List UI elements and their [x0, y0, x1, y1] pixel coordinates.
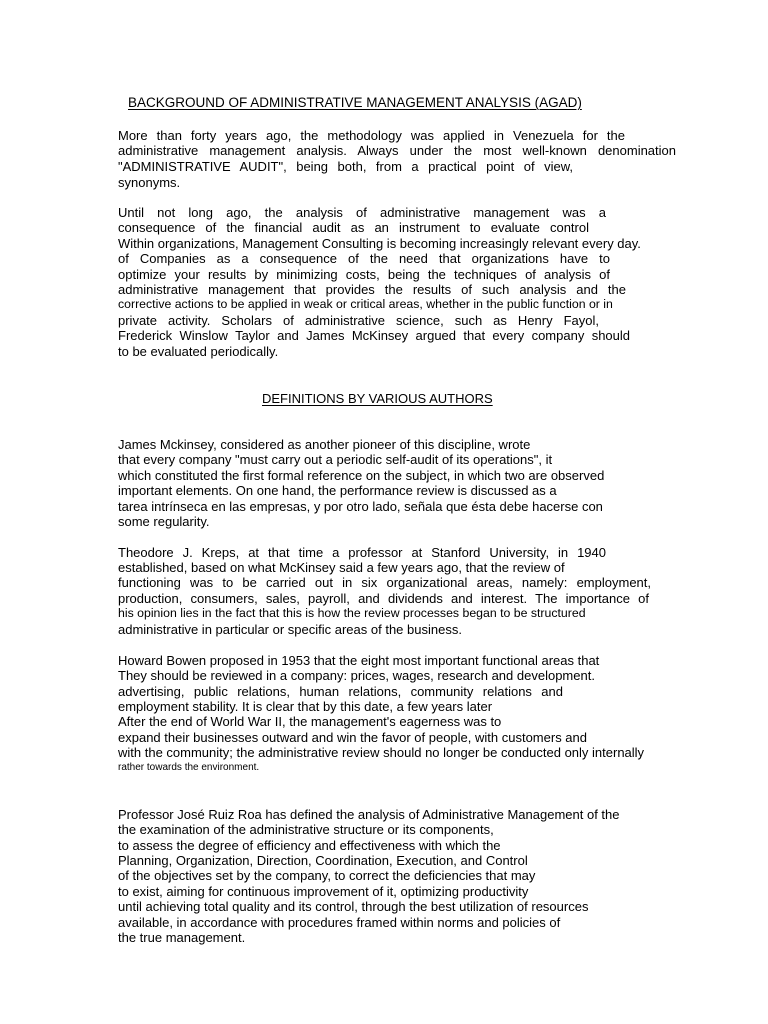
paragraph-4-line-2: established, based on what McKinsey said a few years ago, that the review of — [118, 560, 565, 575]
paragraph-2-line-1: Until not long ago, the analysis of administrative management was a — [118, 205, 606, 220]
paragraph-1-line-4: synonyms. — [118, 175, 181, 190]
paragraph-2-line-4: of Companies as a consequence of the need that organizations have to — [118, 251, 610, 266]
paragraph-6-line-8: available, in accordance with procedures framed within norms and policies of — [118, 915, 561, 930]
paragraph-5-line-4: employment stability. It is clear that by this date, a few years later — [118, 699, 493, 714]
paragraph-3-line-5: tarea intrínseca en las empresas, y por otro lado, señala que ésta debe hacerse con — [118, 499, 603, 514]
paragraph-3-line-3: which constituted the first formal reference on the subject, in which two are observed — [118, 468, 605, 483]
paragraph-5-line-6: expand their businesses outward and win the favor of people, with customers and — [118, 730, 587, 745]
paragraph-1-line-2: administrative management analysis. Always under the most well-known denomination — [118, 143, 676, 158]
paragraph-5-line-3: advertising, public relations, human relations, community relations and — [118, 684, 563, 699]
paragraph-3-line-4: important elements. On one hand, the performance review is discussed as a — [118, 483, 557, 498]
paragraph-6-line-4: Planning, Organization, Direction, Coordination, Execution, and Control — [118, 853, 528, 868]
paragraph-2-line-6: administrative management that provides the results of such analysis and the — [118, 282, 626, 297]
paragraph-4-line-1: Theodore J. Kreps, at that time a professor at Stanford University, in 1940 — [118, 545, 606, 560]
paragraph-6-line-3: to assess the degree of efficiency and effectiveness with which the — [118, 838, 501, 853]
paragraph-5-line-2: They should be reviewed in a company: prices, wages, research and development. — [118, 668, 595, 683]
paragraph-6-line-6: to exist, aiming for continuous improvement of it, optimizing productivity — [118, 884, 529, 899]
paragraph-4-line-6: administrative in particular or specific areas of the business. — [118, 622, 462, 637]
paragraph-2-line-3: Within organizations, Management Consulting is becoming increasingly relevant every day. — [118, 236, 641, 251]
document-title: BACKGROUND OF ADMINISTRATIVE MANAGEMENT ANALYSIS (AGAD) — [128, 95, 582, 110]
paragraph-5-line-7: with the community; the administrative review should no longer be conducted only internally — [118, 745, 645, 760]
paragraph-3-line-1: James Mckinsey, considered as another pioneer of this discipline, wrote — [118, 437, 531, 452]
paragraph-2-line-10: to be evaluated periodically. — [118, 344, 279, 359]
paragraph-1-line-1: More than forty years ago, the methodology was applied in Venezuela for the — [118, 128, 625, 143]
paragraph-6-line-1: Professor José Ruiz Roa has defined the analysis of Administrative Management of the — [118, 807, 620, 822]
paragraph-5-line-5: After the end of World War II, the management's eagerness was to — [118, 714, 502, 729]
paragraph-2-line-2: consequence of the financial audit as an instrument to evaluate control — [118, 220, 589, 235]
paragraph-6-line-9: the true management. — [118, 930, 246, 945]
paragraph-4-line-3: functioning was to be carried out in six organizational areas, namely: employment, — [118, 575, 651, 590]
paragraph-6-line-2: the examination of the administrative structure or its components, — [118, 822, 494, 837]
paragraph-6-line-5: of the objectives set by the company, to correct the deficiencies that may — [118, 868, 536, 883]
paragraph-3-line-6: some regularity. — [118, 514, 210, 529]
paragraph-2-line-5: optimize your results by minimizing costs, being the techniques of analysis of — [118, 267, 610, 282]
paragraph-2-line-9: Frederick Winslow Taylor and James McKinsey argued that every company should — [118, 328, 630, 343]
paragraph-6-line-7: until achieving total quality and its control, through the best utilization of resources — [118, 899, 589, 914]
paragraph-1-line-3: "ADMINISTRATIVE AUDIT", being both, from a practical point of view, — [118, 159, 573, 174]
paragraph-2-line-8: private activity. Scholars of administrative science, such as Henry Fayol, — [118, 313, 599, 328]
section-heading: DEFINITIONS BY VARIOUS AUTHORS — [262, 391, 493, 406]
paragraph-4-line-5: his opinion lies in the fact that this is how the review processes began to be structured — [118, 606, 586, 620]
paragraph-2-line-7: corrective actions to be applied in weak or critical areas, whether in the public function or in — [118, 297, 613, 311]
paragraph-3-line-2: that every company "must carry out a periodic self-audit of its operations", it — [118, 452, 553, 467]
paragraph-5-line-1: Howard Bowen proposed in 1953 that the eight most important functional areas that — [118, 653, 600, 668]
paragraph-4-line-4: production, consumers, sales, payroll, and dividends and interest. The importance of — [118, 591, 649, 606]
paragraph-5-line-8: rather towards the environment. — [118, 762, 260, 773]
